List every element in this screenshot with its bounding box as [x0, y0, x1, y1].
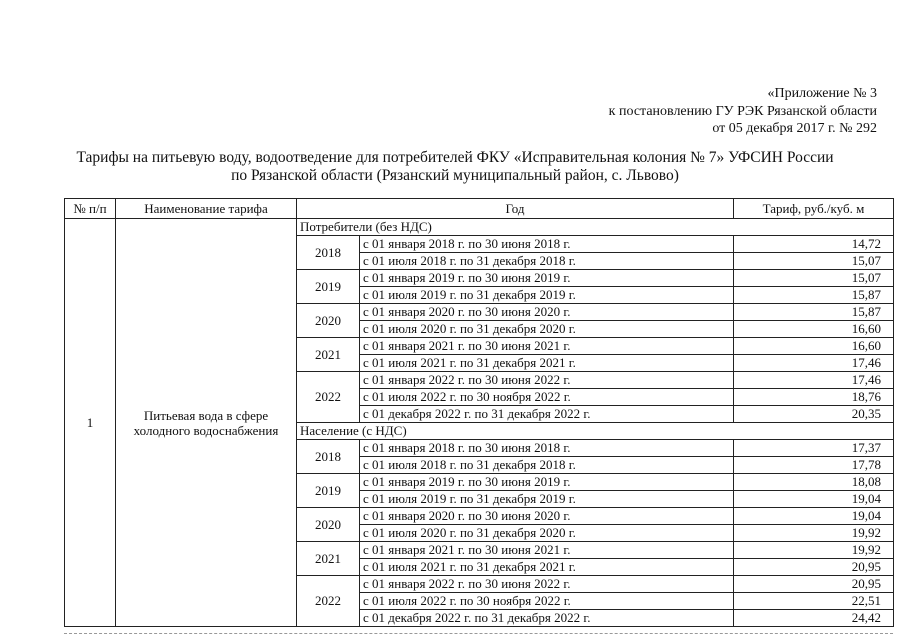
tariff-value-cell: 24,42	[734, 610, 894, 627]
tariff-value-cell: 19,04	[734, 508, 894, 525]
period-cell: с 01 июля 2021 г. по 31 декабря 2021 г.	[360, 559, 734, 576]
tariff-value-cell: 18,08	[734, 474, 894, 491]
year-cell: 2019	[297, 270, 360, 304]
tariff-value-cell: 17,46	[734, 372, 894, 389]
tariff-value-cell: 19,92	[734, 525, 894, 542]
tariff-value-cell: 16,60	[734, 338, 894, 355]
consumer-group-label: Население (с НДС)	[297, 423, 894, 440]
year-cell: 2018	[297, 440, 360, 474]
period-cell: с 01 января 2019 г. по 30 июня 2019 г.	[360, 474, 734, 491]
tariff-value-cell: 20,35	[734, 406, 894, 423]
tariff-value-cell: 17,37	[734, 440, 894, 457]
tariff-value-cell: 19,92	[734, 542, 894, 559]
period-cell: с 01 января 2020 г. по 30 июня 2020 г.	[360, 508, 734, 525]
year-cell: 2021	[297, 542, 360, 576]
column-header-name: Наименование тарифа	[116, 199, 297, 219]
tariff-value-cell: 15,07	[734, 270, 894, 287]
tariff-value-cell: 17,46	[734, 355, 894, 372]
period-cell: с 01 июля 2018 г. по 31 декабря 2018 г.	[360, 253, 734, 270]
period-cell: с 01 января 2021 г. по 30 июня 2021 г.	[360, 542, 734, 559]
title-line-1: Тарифы на питьевую воду, водоотведение для потребителей ФКУ «Исправительная колония № 7» УФСИН России	[76, 149, 834, 166]
document-header	[609, 85, 877, 138]
period-cell: с 01 декабря 2022 г. по 31 декабря 2022 г.	[360, 610, 734, 627]
appendix-label: «Приложение № 3	[767, 86, 877, 101]
year-cell: 2020	[297, 304, 360, 338]
table-header-row	[65, 199, 894, 219]
period-cell: с 01 июля 2019 г. по 31 декабря 2019 г.	[360, 491, 734, 508]
year-cell: 2022	[297, 372, 360, 423]
tariff-value-cell: 22,51	[734, 593, 894, 610]
period-cell: с 01 июля 2021 г. по 31 декабря 2021 г.	[360, 355, 734, 372]
period-cell: с 01 января 2021 г. по 30 июня 2021 г.	[360, 338, 734, 355]
page-bottom-divider	[64, 633, 893, 634]
consumer-group-label: Потребители (без НДС)	[297, 219, 894, 236]
period-cell: с 01 января 2018 г. по 30 июня 2018 г.	[360, 236, 734, 253]
period-cell: с 01 января 2022 г. по 30 июня 2022 г.	[360, 576, 734, 593]
group-row	[65, 219, 894, 236]
year-cell: 2020	[297, 508, 360, 542]
period-cell: с 01 декабря 2022 г. по 31 декабря 2022 г.	[360, 406, 734, 423]
resolution-reference: к постановлению ГУ РЭК Рязанской области	[608, 103, 877, 119]
tariff-value-cell: 20,95	[734, 559, 894, 576]
column-header-year: Год	[297, 199, 734, 219]
period-cell: с 01 июля 2022 г. по 30 ноября 2022 г.	[360, 593, 734, 610]
period-cell: с 01 июля 2020 г. по 31 декабря 2020 г.	[360, 321, 734, 338]
period-cell: с 01 января 2022 г. по 30 июня 2022 г.	[360, 372, 734, 389]
period-cell: с 01 июля 2020 г. по 31 декабря 2020 г.	[360, 525, 734, 542]
tariff-value-cell: 15,87	[734, 304, 894, 321]
resolution-date: от 05 декабря 2017 г. № 292	[712, 121, 877, 136]
tariff-value-cell: 16,60	[734, 321, 894, 338]
tariff-value-cell: 17,78	[734, 457, 894, 474]
column-header-number: № п/п	[65, 199, 116, 219]
tariff-value-cell: 18,76	[734, 389, 894, 406]
document-title	[60, 149, 850, 185]
tariff-value-cell: 15,07	[734, 253, 894, 270]
column-header-tariff: Тариф, руб./куб. м	[734, 199, 894, 219]
tariff-value-cell: 20,95	[734, 576, 894, 593]
year-cell: 2018	[297, 236, 360, 270]
year-cell: 2019	[297, 474, 360, 508]
tariff-value-cell: 14,72	[734, 236, 894, 253]
period-cell: с 01 января 2020 г. по 30 июня 2020 г.	[360, 304, 734, 321]
period-cell: с 01 июля 2022 г. по 30 ноября 2022 г.	[360, 389, 734, 406]
period-cell: с 01 января 2019 г. по 30 июня 2019 г.	[360, 270, 734, 287]
year-cell: 2022	[297, 576, 360, 627]
tariff-value-cell: 19,04	[734, 491, 894, 508]
period-cell: с 01 января 2018 г. по 30 июня 2018 г.	[360, 440, 734, 457]
row-number-cell: 1	[65, 219, 116, 627]
table-body	[65, 219, 894, 627]
tariff-value-cell: 15,87	[734, 287, 894, 304]
tariff-table	[64, 198, 894, 627]
period-cell: с 01 июля 2019 г. по 31 декабря 2019 г.	[360, 287, 734, 304]
title-line-2: по Рязанской области (Рязанский муниципальный район, с. Львово)	[231, 167, 679, 184]
year-cell: 2021	[297, 338, 360, 372]
tariff-name-cell: Питьевая вода в сфере холодного водоснабжения	[116, 219, 297, 627]
period-cell: с 01 июля 2018 г. по 31 декабря 2018 г.	[360, 457, 734, 474]
